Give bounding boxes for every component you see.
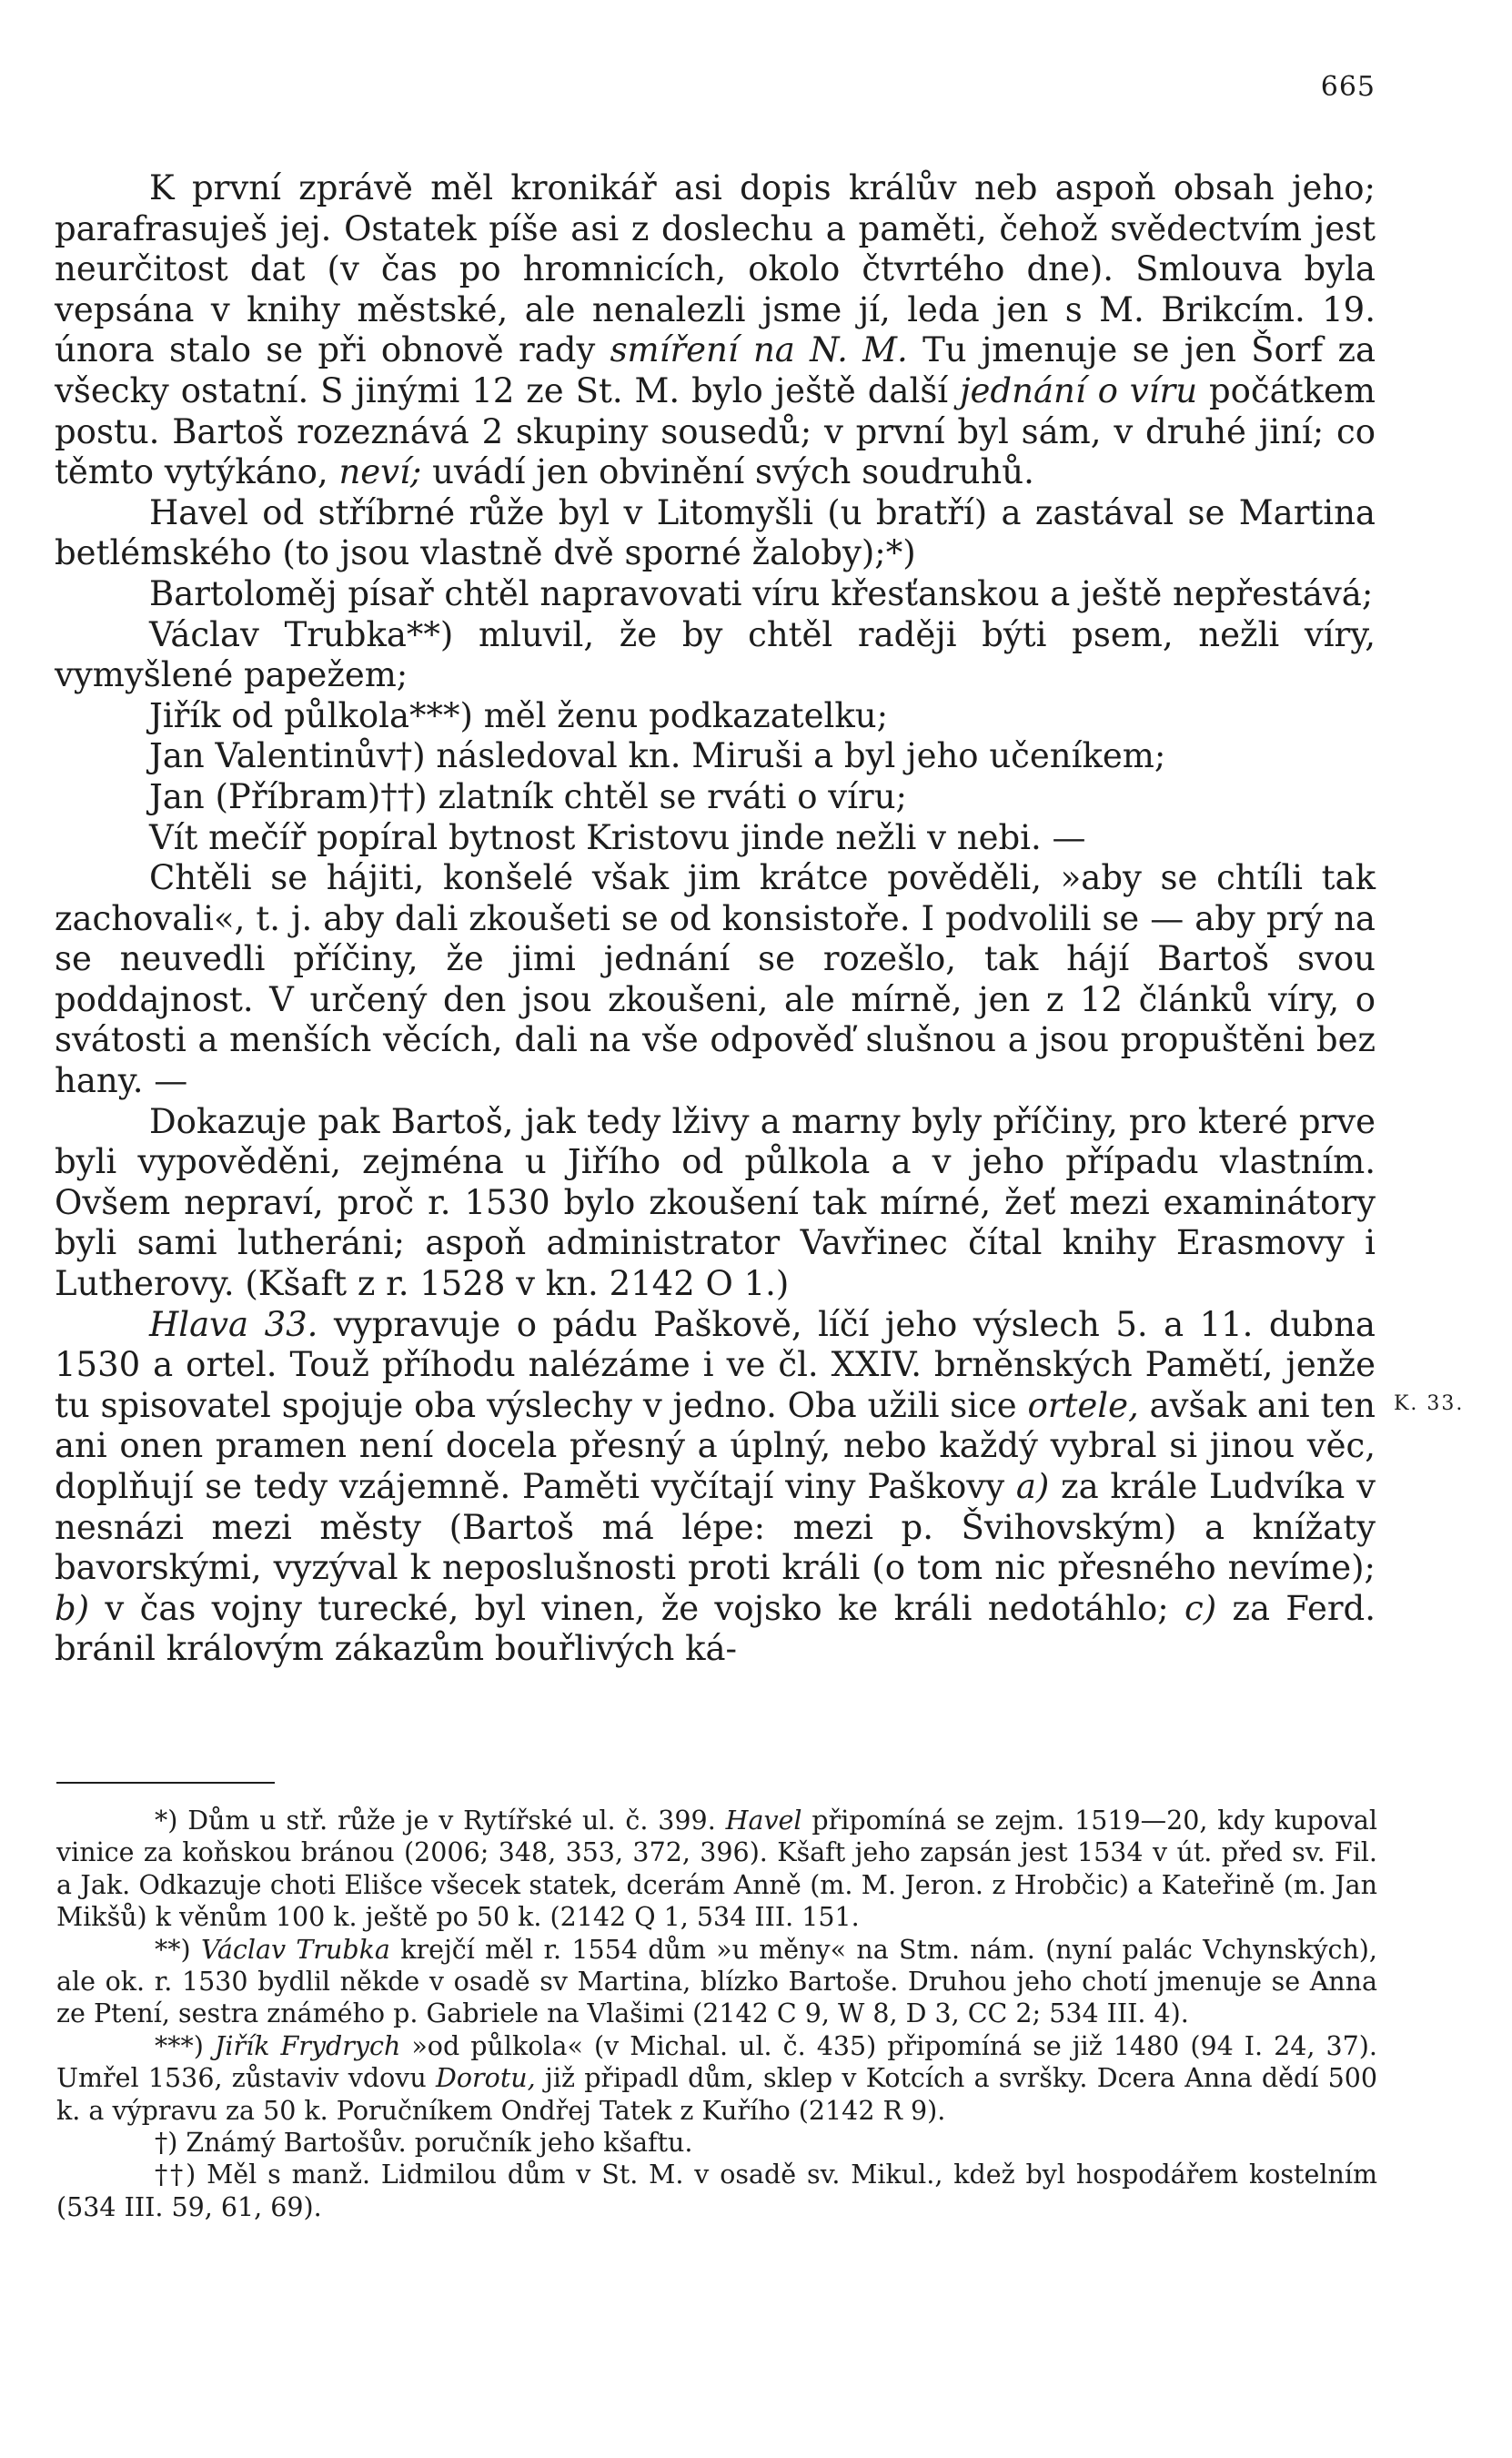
- paragraph-7: Jan (Příbram)††) zlatník chtěl se rváti o víru;: [149, 776, 908, 816]
- footnote-rule: [56, 1782, 275, 1784]
- paragraph-10: Dokazuje pak Bartoš, jak tedy lživy a marny byly příčiny, pro které prve byli vypověděni, zejména u Jiřího od půlkola a v jeho případu vlastním. Ovšem nepraví, proč r. 1530 bylo zkoušení tak mírné, žeť mezi examinátory byli sami lutheráni; aspoň administrator Vavřinec čítal knihy Erasmovy i Lutherovy. (Kšaft z r. 1528 v kn. 2142 O 1.): [55, 1101, 1376, 1304]
- paragraph-5: Jiřík od půlkola***) měl ženu podkazatelku;: [149, 695, 889, 735]
- paragraph-4: Václav Trubka**) mluvil, že by chtěl raději býti psem, nežli víry, vymyšlené papežem;: [55, 614, 1376, 695]
- footnote-5: ††) Měl s manž. Lidmilou dům v St. M. v osadě sv. Mikul., kdež byl hospodářem kostelním (534 III. 59, 61, 69).: [56, 2160, 1377, 2222]
- footnote-4: †) Známý Bartošův. poručník jeho kšaftu.: [155, 2128, 693, 2159]
- footnote-2: **) Václav Trubka krejčí měl r. 1554 dům »u měny« na Stm. nám. (nyní palác Vchynských), ale ok. r. 1530 bydlil někde v osadě sv Martina, blízko Bartoše. Druhou jeho chotí jmenuje se Anna ze Ptení, sestra známého p. Gabriele na Vlašimi (2142 C 9, W 8, D 3, CC 2; 534 III. 4).: [56, 1934, 1377, 2029]
- footnote-1: *) Dům u stř. růže je v Rytířské ul. č. 399. Havel připomíná se zejm. 1519—20, kdy kupoval vinice za koňskou bránou (2006; 348, 353, 372, 396). Kšaft jeho zapsán jest 1534 v út. před sv. Fil. a Jak. Odkazuje choti Elišce všecek statek, dcerám Anně (m. M. Jeron. z Hrobčic) a Kateřině (m. Jan Mikšů) k věnům 100 k. ještě po 50 k. (2142 Q 1, 534 III. 151.: [56, 1806, 1378, 1933]
- paragraph-1: K první zprávě měl kronikář asi dopis králův neb aspoň obsah jeho; parafrasuješ jej. Ostatek píše asi z doslechu a paměti, čehož svědectvím jest neurčitost dat (v čas po hromnicích, okolo čtvrtého dne). Smlouva byla vepsána v knihy městské, ale nenalezli jsme jí, leda jen s M. Brikcím. 19. února stalo se při obnově rady smíření na N. M. Tu jmenuje se jen Šorf za všecky ostatní. S jinými 12 ze St. M. bylo ještě další jednání o víru počátkem postu. Bartoš rozeznává 2 skupiny sousedů; v první byl sám, v druhé jiní; co těmto vytýkáno, neví; uvádí jen obvinění svých soudruhů.: [55, 168, 1376, 492]
- main-text: [55, 168, 1376, 1670]
- paragraph-11: Hlava 33. vypravuje o pádu Paškově, líčí jeho výslech 5. a 11. dubna 1530 a ortel. Touž příhodu nalézáme i ve čl. XXIV. brněnských Pamětí, jenže tu spisovatel spojuje oba výslechy v jedno. Oba užili sice ortele, avšak ani ten ani onen pramen není docela přesný a úplný, nebo každý vybral si jinou věc, doplňují se tedy vzájemně. Paměti vyčítají viny Paškovy a) za krále Ludvíka v nesnázi mezi městy (Bartoš má lépe: mezi p. Švihovským) a knížaty bavorskými, vyzýval k neposlušnosti proti králi (o tom nic přesného nevíme); b) v čas vojny turecké, byl vinen, že vojsko ke králi nedotáhlo; c) za Ferd. bránil královým zákazům bouřlivých ká-: [55, 1304, 1376, 1669]
- paragraph-6: Jan Valentinův†) následoval kn. Miruši a byl jeho učeníkem;: [149, 736, 1166, 776]
- page-number: 665: [1320, 71, 1376, 103]
- margin-note: K. 33.: [1394, 1392, 1465, 1415]
- paragraph-3: Bartoloměj písař chtěl napravovati víru křesťanskou a ještě nepřestává;: [149, 573, 1374, 613]
- paragraph-2: Havel od stříbrné růže byl v Litomyšli (u bratří) a zastával se Martina betlémského (to jsou vlastně dvě sporné žaloby);*): [55, 492, 1376, 573]
- paragraph-8: Vít mečíř popíral bytnost Kristovu jinde nežli v nebi. —: [149, 817, 1086, 857]
- footnote-3: ***) Jiřík Frydrych »od půlkola« (v Michal. ul. č. 435) připomíná se již 1480 (94 I. 24, 37). Umřel 1536, zůstaviv vdovu Dorotu, již připadl dům, sklep v Kotcích a svršky. Dcera Anna dědí 500 k. a výpravu za 50 k. Poručníkem Ondřej Tatek z Kuřího (2142 R 9).: [56, 2030, 1377, 2126]
- paragraph-9: Chtěli se hájiti, konšelé však jim krátce pověděli, »aby se chtíli tak zachovali«, t. j. aby dali zkoušeti se od konsistoře. I podvolili se — aby prý na se neuvedli příčiny, že jimi jednání se rozešlo, tak hájí Bartoš svou poddajnost. V určený den jsou zkoušeni, ale mírně, jen z 12 článků víry, o svátosti a menších věcích, dali na vše odpověď slušnou a jsou propuštěni bez hany. —: [55, 858, 1376, 1101]
- footnotes: [56, 1805, 1377, 2223]
